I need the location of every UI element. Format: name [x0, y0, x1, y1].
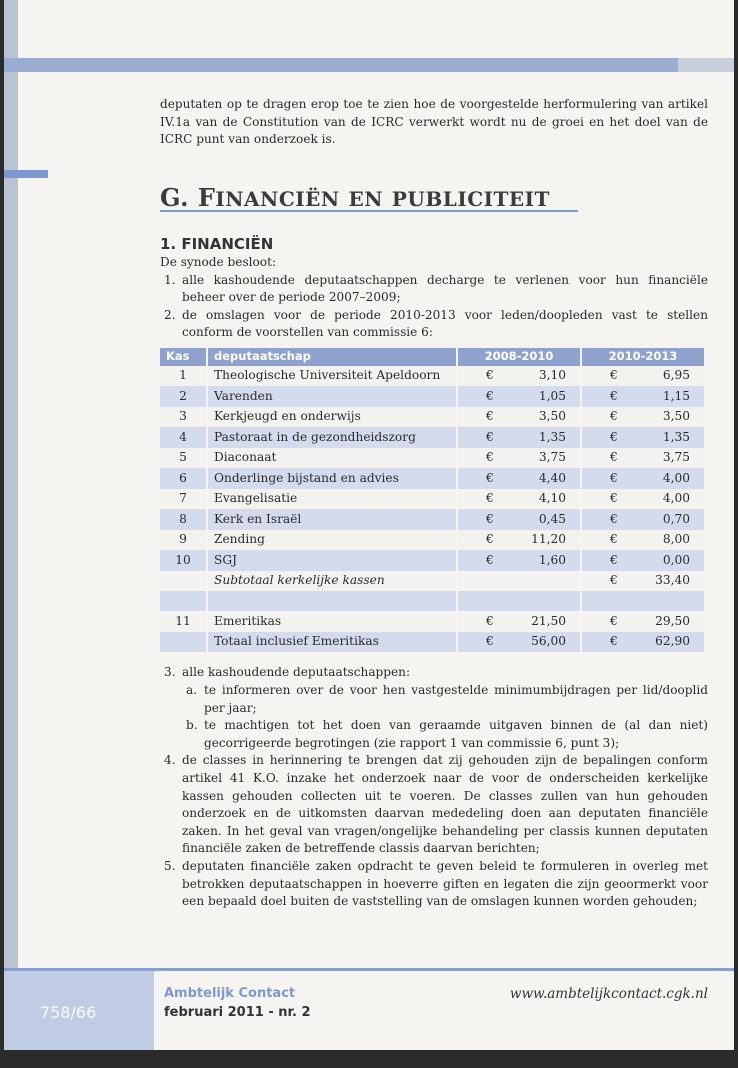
amount-2010-2013 — [581, 468, 704, 489]
amount-value: 4,00 — [662, 491, 690, 506]
amount-2008-2010 — [457, 571, 581, 592]
total-row — [160, 632, 704, 653]
amount-value: 0,70 — [662, 511, 690, 526]
amount-value: 4,10 — [538, 491, 566, 506]
amount-value: 4,40 — [538, 470, 566, 485]
currency-symbol: € — [610, 450, 618, 465]
amount-2008-2010 — [457, 611, 581, 632]
currency-symbol: € — [610, 552, 618, 567]
amount-value: 6,95 — [662, 368, 690, 383]
amount-2008-2010 — [457, 407, 581, 428]
table-row — [160, 366, 704, 387]
currency-symbol: € — [610, 491, 618, 506]
deputaatschap-name: Emeritikas — [207, 611, 457, 632]
amount-value: 1,60 — [538, 552, 566, 567]
left-margin-rule — [4, 0, 18, 1050]
currency-symbol: € — [486, 429, 494, 444]
amount-2008-2010 — [457, 530, 581, 551]
currency-symbol: € — [610, 429, 618, 444]
deputaatschap-name: Theologische Universiteit Apeldoorn — [207, 366, 457, 387]
kas-number: 9 — [160, 530, 207, 551]
list-item: 2. de omslagen voor de periode 2010-2013 voor leden/doopleden vast te stellen conform de voorstellen van commissie 6: — [164, 307, 708, 340]
kas-number — [160, 632, 207, 653]
deputaatschap-name: Pastoraat in de gezondheidszorg — [207, 427, 457, 448]
amount-2010-2013 — [581, 509, 704, 530]
deputaatschap-name: Kerk en Israël — [207, 509, 457, 530]
kas-number: 8 — [160, 509, 207, 530]
header-band-end — [678, 58, 734, 72]
list-item: 4. de classes in herinnering te brengen dat zij gehouden zijn de bepalingen conform artikel 41 K.O. inzake het onderzoek naar de voor de onderscheiden kerkelijke kassen gehouden collecten uit te voeren. De classes zullen van hun gehouden onderzoek en de uitkomsten daarvan mededeling doen aan deputaten financiële zaken. In het geval van vragen/ongelijke behandeling per classis kunnen deputaten financiële zaken de betreffende classis daarvan berichten; — [164, 753, 708, 856]
sub-list-item: b. te machtigen tot het doen van geraamde uitgaven binnen de (al dan niet) gecorrigeerde begrotingen (zie rapport 1 van commissie 6, punt 3); — [186, 718, 708, 750]
amount-value: 3,75 — [662, 450, 690, 465]
currency-symbol: € — [610, 368, 618, 383]
deputaatschap-name: Diaconaat — [207, 448, 457, 469]
currency-symbol: € — [486, 491, 494, 506]
kas-number — [160, 571, 207, 592]
currency-symbol: € — [486, 552, 494, 567]
currency-symbol: € — [486, 388, 494, 403]
amount-value: 1,15 — [662, 388, 690, 403]
amount-2008-2010 — [457, 427, 581, 448]
amount-value: 56,00 — [531, 634, 566, 649]
table-row — [160, 407, 704, 428]
document-page — [4, 0, 734, 1050]
amount-2010-2013 — [581, 550, 704, 571]
currency-symbol: € — [486, 368, 494, 383]
amount-value: 1,05 — [538, 388, 566, 403]
amount-value: 1,35 — [662, 429, 690, 444]
table-header-row — [160, 348, 704, 366]
kas-number: 6 — [160, 468, 207, 489]
omslagen-table — [160, 348, 704, 653]
table-row — [160, 509, 704, 530]
table-row — [160, 550, 704, 571]
decision-list-top — [160, 272, 708, 342]
amount-2010-2013 — [581, 427, 704, 448]
amount-2010-2013 — [581, 632, 704, 653]
kas-number: 3 — [160, 407, 207, 428]
table-row — [160, 448, 704, 469]
amount-2010-2013 — [581, 571, 704, 592]
amount-value: 4,00 — [662, 470, 690, 485]
amount-2010-2013 — [581, 489, 704, 510]
amount-value: 8,00 — [662, 532, 690, 547]
currency-symbol: € — [486, 634, 494, 649]
kas-number: 2 — [160, 386, 207, 407]
sub-list — [182, 682, 708, 752]
currency-symbol: € — [610, 409, 618, 424]
table-row — [160, 427, 704, 448]
amount-2008-2010 — [457, 386, 581, 407]
amount-value: 1,35 — [538, 429, 566, 444]
amount-value: 62,90 — [655, 634, 690, 649]
currency-symbol: € — [486, 511, 494, 526]
website-url: www.ambtelijkcontact.cgk.nl — [509, 986, 708, 1002]
deputaatschap-name: Varenden — [207, 386, 457, 407]
currency-symbol: € — [610, 388, 618, 403]
amount-2010-2013 — [581, 530, 704, 551]
decision-list-bottom — [160, 664, 708, 910]
decision-intro: De synode besloot: — [160, 254, 277, 269]
magazine-issue: februari 2011 - nr. 2 — [164, 1005, 311, 1020]
amount-value: 33,40 — [655, 573, 690, 588]
currency-symbol: € — [610, 470, 618, 485]
deputaatschap-name: Totaal inclusief Emeritikas — [207, 632, 457, 653]
intro-paragraph: deputaten op te dragen erop toe te zien hoe de voorgestelde herformulering van artikel IV.1a van de Constitution van de ICRC verwerkt wordt nu de groei en het doel van de ICRC punt van onderzoek is. — [160, 97, 708, 147]
amount-2008-2010 — [457, 632, 581, 653]
subsection-title: 1. FINANCIËN — [160, 235, 274, 254]
currency-symbol: € — [486, 470, 494, 485]
currency-symbol: € — [610, 634, 618, 649]
amount-2008-2010 — [457, 448, 581, 469]
amount-value: 29,50 — [655, 613, 690, 628]
amount-value: 3,10 — [538, 368, 566, 383]
sub-list-item: a. te informeren over de voor hen vastgestelde minimumbijdragen per lid/dooplid per jaar; — [186, 683, 708, 715]
currency-symbol: € — [486, 613, 494, 628]
currency-symbol: € — [486, 409, 494, 424]
amount-2010-2013 — [581, 611, 704, 632]
amount-2008-2010 — [457, 509, 581, 530]
section-title: G. FINANCIËN EN PUBLICITEIT — [160, 189, 578, 213]
kas-number: 11 — [160, 611, 207, 632]
amount-value: 3,50 — [538, 409, 566, 424]
header-band — [4, 58, 678, 72]
table-body — [160, 366, 704, 653]
emeritikas-row — [160, 611, 704, 632]
amount-2010-2013 — [581, 366, 704, 387]
kas-number: 7 — [160, 489, 207, 510]
deputaatschap-name: Evangelisatie — [207, 489, 457, 510]
amount-2008-2010 — [457, 550, 581, 571]
deputaatschap-name: Subtotaal kerkelijke kassen — [207, 571, 457, 592]
amount-2010-2013 — [581, 448, 704, 469]
header-kas: Kas — [160, 348, 207, 366]
currency-symbol: € — [486, 532, 494, 547]
kas-number: 4 — [160, 427, 207, 448]
currency-symbol: € — [486, 450, 494, 465]
amount-2008-2010 — [457, 489, 581, 510]
side-tab-marker — [4, 170, 48, 178]
header-deputaatschap: deputaatschap — [207, 348, 457, 366]
deputaatschap-name: SGJ — [207, 550, 457, 571]
currency-symbol: € — [610, 613, 618, 628]
kas-number: 10 — [160, 550, 207, 571]
amount-value: 0,45 — [538, 511, 566, 526]
amount-value: 11,20 — [531, 532, 566, 547]
deputaatschap-name: Zending — [207, 530, 457, 551]
amount-value: 3,75 — [538, 450, 566, 465]
deputaatschap-name: Onderlinge bijstand en advies — [207, 468, 457, 489]
deputaatschap-name: Kerkjeugd en onderwijs — [207, 407, 457, 428]
amount-2010-2013 — [581, 407, 704, 428]
amount-value: 3,50 — [662, 409, 690, 424]
table-row — [160, 530, 704, 551]
magazine-name: Ambtelijk Contact — [164, 986, 296, 1001]
kas-number: 1 — [160, 366, 207, 387]
main-content — [160, 96, 708, 911]
amount-2010-2013 — [581, 386, 704, 407]
header-2008-2010: 2008-2010 — [457, 348, 581, 366]
currency-symbol: € — [610, 511, 618, 526]
list-item: 5. deputaten financiële zaken opdracht te geven beleid te formuleren in overleg met betrokken deputaatschappen in hoeverre giften en legaten die zijn geoormerkt voor een bepaald doel buiten de vaststelling van de omslagen kunnen worden gehouden; — [164, 858, 708, 909]
subtotal-row — [160, 571, 704, 592]
amount-2008-2010 — [457, 366, 581, 387]
table-row — [160, 468, 704, 489]
amount-value: 21,50 — [531, 613, 566, 628]
list-item: 1. alle kashoudende deputaatschappen decharge te verlenen voor hun financiële beheer over de periode 2007–2009; — [164, 272, 708, 305]
currency-symbol: € — [610, 532, 618, 547]
spacer-row — [160, 591, 704, 611]
page-number: 758/66 — [40, 1003, 97, 1022]
table-row — [160, 489, 704, 510]
amount-2008-2010 — [457, 468, 581, 489]
header-2010-2013: 2010-2013 — [581, 348, 704, 366]
amount-value: 0,00 — [662, 552, 690, 567]
kas-number: 5 — [160, 448, 207, 469]
list-item: 3. alle kashoudende deputaatschappen: a. te informeren over de voor hen vastgestelde minimumbijdragen per lid/dooplid per jaar; b. te machtigen tot het doen van geraamde uitgaven binnen de (al dan niet) gecorrigeerde begrotingen (zie rapport 1 van commissie 6, punt 3); — [160, 664, 708, 752]
table-row — [160, 386, 704, 407]
currency-symbol: € — [610, 573, 618, 588]
